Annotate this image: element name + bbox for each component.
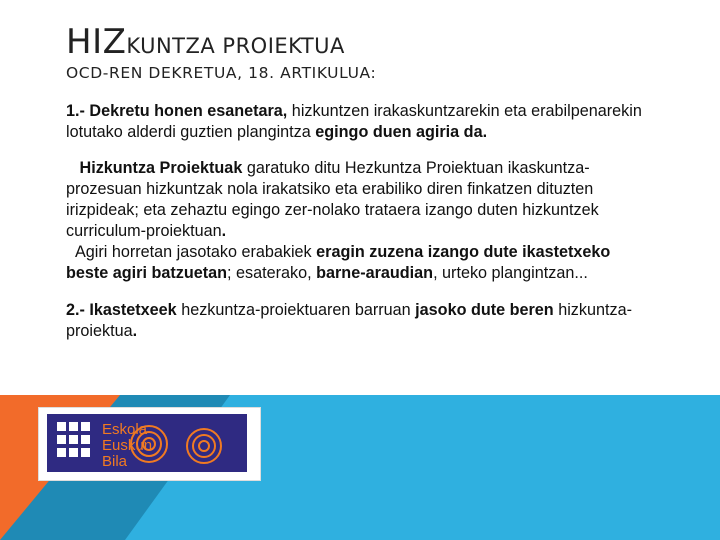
paragraph-1 [66, 101, 652, 143]
paragraph-1-bold-2: egingo duen agiria da. [315, 123, 488, 141]
school-logo [38, 407, 261, 481]
paragraph-2-text-1: garatuko ditu Hezkuntza Proiektuan ikaskuntza-prozesuan hizkuntzak nola irakatsiko eta erabiliko diren finkatzen dituzten irizpideak; eta zehaztu egingo zer-nolako trataera izango duten hizkuntzek curriculum-proiektuan [66, 159, 599, 240]
logo-text-line-2: Euskun [102, 437, 153, 454]
logo-text-line-3: Bila [102, 453, 128, 470]
slide-body [66, 101, 652, 342]
paragraph-2-bold-1: Hizkuntza Proiektuak [79, 159, 243, 177]
paragraph-4-bold-3: . [132, 322, 138, 340]
title-part-1: HIZ [66, 22, 127, 62]
logo-text-line-1: Eskola [102, 421, 148, 438]
paragraph-3-text-3: , urteko plangintzan... [433, 264, 588, 282]
logo-grid-icon [57, 422, 90, 457]
paragraph-4-text-1: hezkuntza-proiektuaren barruan [176, 301, 416, 319]
paragraph-2-bold-2: . [221, 222, 227, 240]
slide-subtitle: OCD-REN DEKRETUA, 18. ARTIKULUA: [66, 64, 377, 82]
paragraph-3-text-1: Agiri horretan jasotako erabakiek [75, 243, 317, 261]
paragraph-2 [66, 158, 652, 242]
paragraph-4 [66, 300, 652, 342]
paragraph-4-bold-2: jasoko dute beren [415, 301, 554, 319]
paragraph-3-bold-2: barne-araudian [316, 264, 434, 282]
paragraph-1-bold-1: 1.- Dekretu honen esanetara, [66, 102, 288, 120]
paragraph-4-bold-1: 2.- Ikastetxeek [66, 301, 177, 319]
paragraph-4-text-2: hizkuntza-proiektua [66, 301, 632, 340]
slide-title [66, 22, 345, 62]
paragraph-3-text-2: ; esaterako, [227, 264, 317, 282]
title-part-2: KUNTZA PROIEKTUA [126, 34, 345, 58]
paragraph-1-text-1: hizkuntzen irakaskuntzarekin eta erabilpenarekin lotutako alderdi guztien plangintza [66, 102, 642, 141]
logo-graphic [39, 408, 260, 480]
paragraph-3 [66, 242, 652, 284]
paragraph-3-bold-1: eragin zuzena izango dute ikastetxeko beste agiri batzuetan [66, 243, 611, 282]
